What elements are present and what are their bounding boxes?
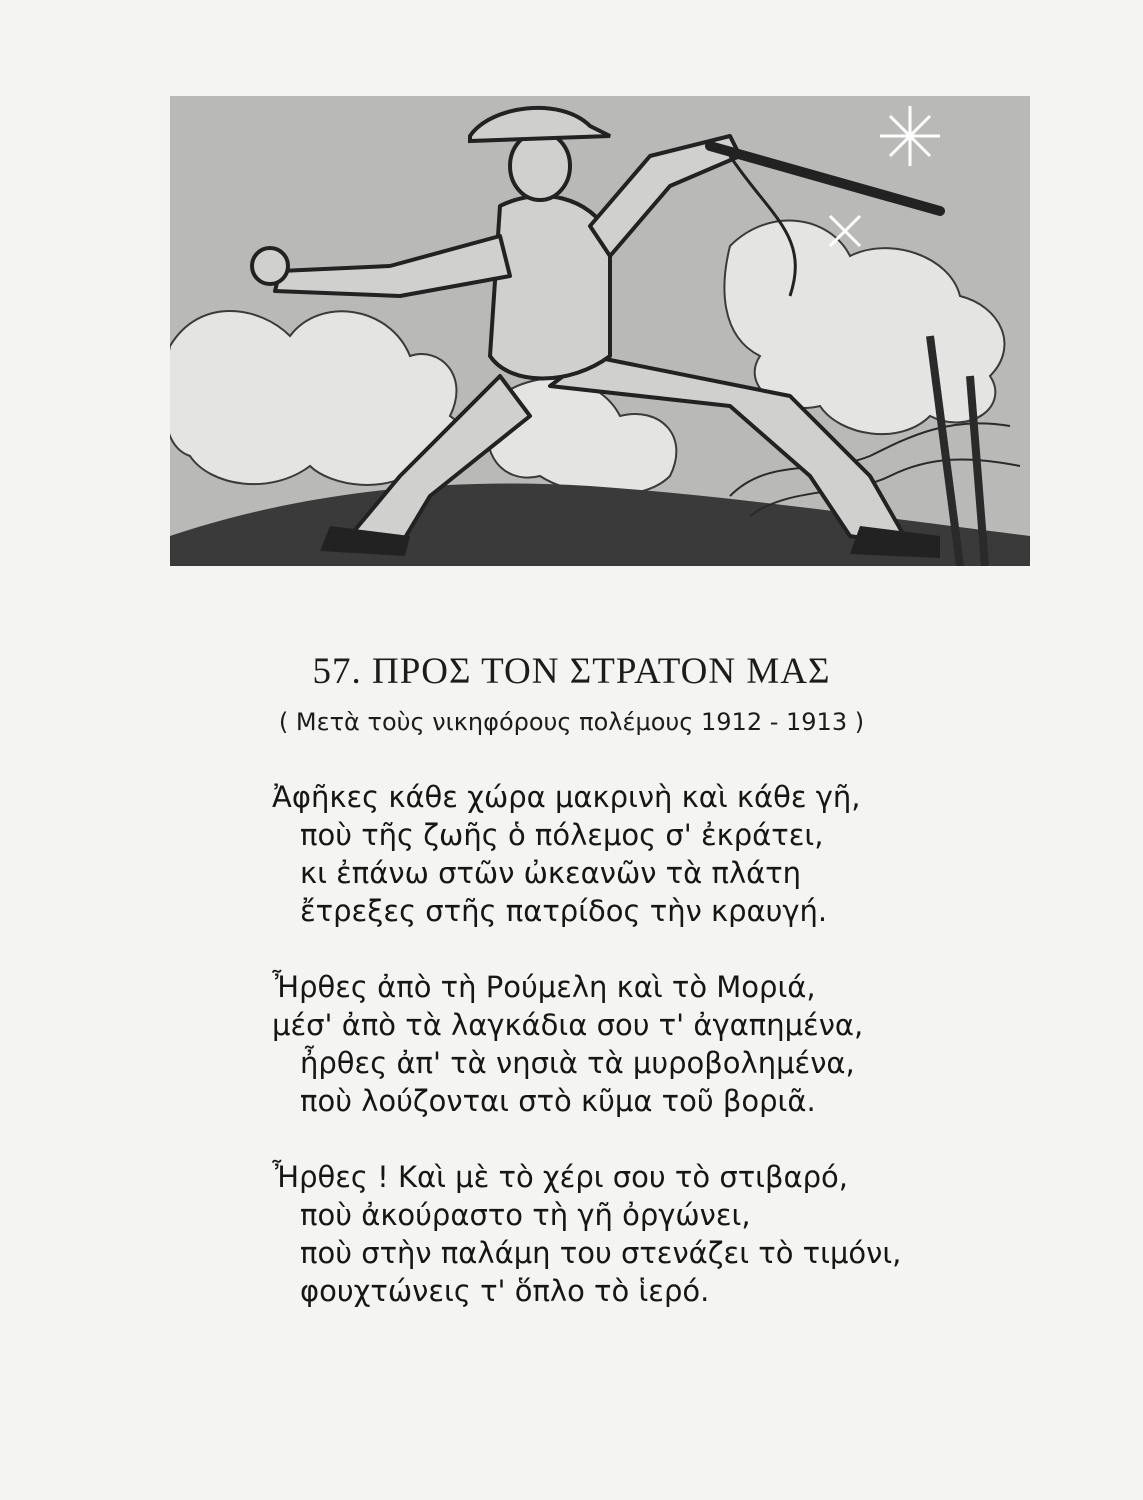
- poem-line: ἦρθες ἀπ' τὰ νησιὰ τὰ μυροβολημένα,: [300, 1046, 855, 1080]
- poem-line: κι ἐπάνω στῶν ὠκεανῶν τὰ πλάτη: [300, 856, 802, 890]
- soldier-illustration: [170, 96, 1030, 566]
- poem-subtitle: ( Μετὰ τοὺς νικηφόρους πολέμους 1912 - 1913 ): [278, 708, 865, 736]
- poem-line: φουχτώνεις τ' ὅπλο τὸ ἱερό.: [300, 1274, 710, 1308]
- poem-line: Ἦρθες ! Καὶ μὲ τὸ χέρι σου τὸ στιβαρό,: [272, 1160, 848, 1194]
- poem-title: 57. ΠΡΟΣ ΤΟΝ ΣΤΡΑΤΟΝ ΜΑΣ: [312, 651, 831, 692]
- poem-line: ποὺ ἀκούραστο τὴ γῆ ὀργώνει,: [300, 1198, 751, 1232]
- poem-line: ποὺ τῆς ζωῆς ὁ πόλεμος σ' ἐκράτει,: [300, 818, 824, 852]
- poem-line: Ἀφῆκες κάθε χώρα μακρινὴ καὶ κάθε γῆ,: [272, 780, 861, 814]
- poem-line: μέσ' ἀπὸ τὰ λαγκάδια σου τ' ἀγαπημένα,: [272, 1008, 864, 1042]
- poem-line: ποὺ λούζονται στὸ κῦμα τοῦ βοριᾶ.: [300, 1084, 816, 1118]
- poem-line: ἔτρεξες στῆς πατρίδος τὴν κραυγή.: [300, 894, 828, 928]
- poem-line: ποὺ στὴν παλάμη του στενάζει τὸ τιμόνι,: [300, 1236, 902, 1270]
- poem-line: Ἦρθες ἀπὸ τὴ Ρούμελη καὶ τὸ Μοριά,: [272, 970, 816, 1004]
